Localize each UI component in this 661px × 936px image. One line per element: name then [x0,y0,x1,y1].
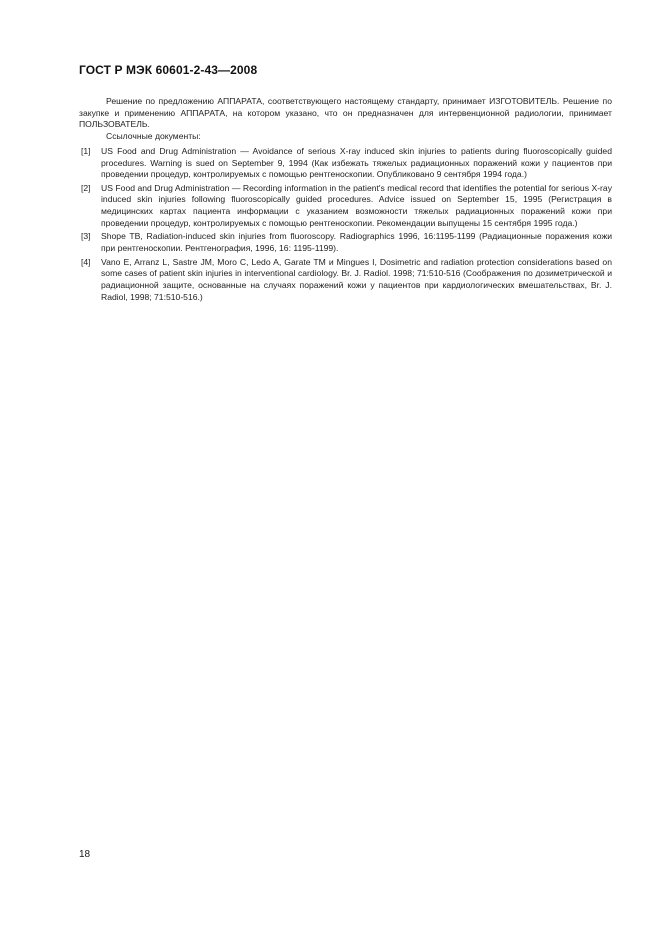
reference-text: US Food and Drug Administration — Avoidance of serious X-ray induced skin injuries to patients during fluoroscopically guided procedures. Warning is sued on September 9, 1994 (Как избежать тяжелых радиационных поражений кожи у пациентов при проведении процедур, контролируемых с помощью рентгеноскопии. Опубликовано 9 сентября 1994 года.) [101,145,612,180]
reference-item [79,257,612,304]
reference-number: [4] [81,256,91,267]
reference-item [79,146,612,181]
reference-item [79,231,612,254]
reference-item [79,183,612,230]
references-label: Ссылочные документы: [106,131,201,142]
reference-text: US Food and Drug Administration — Recording information in the patient's medical record that identifies the potential for serious X-ray induced skin injuries following fluoroscopically guided procedures. Advice issued on September 15, 1995 (Регистрация в медицинских картах пациента информации с указанием возможности тяжелых радиационных поражений кожи при проведении процедур, контролируемых с помощью рентгеноскопии. Рекомендации выпущены 15 сентября 1995 года.) [101,182,612,228]
reference-number: [1] [81,145,91,156]
reference-number: [2] [81,182,91,193]
document-body [79,96,612,305]
reference-text: Vano E, Arranz L, Sastre JM, Moro C, Ledo A, Garate TM и Mingues I, Dosimetric and radiation protection considerations based on some cases of patient skin injuries in interventional cardiology. Br. J. Radiol. 1998; 71:510-516 (Соображения по дозиметрической и радиационной защите, основанные на случаях поражений кожи у пациентов при кардиологических вмешательствах, Br. J. Radiol, 1998; 71:510-516.) [101,256,612,302]
reference-list [79,146,612,304]
reference-text: Shope TB, Radiation-induced skin injuries from fluoroscopy. Radiographics 1996, 16:1195-1199 (Радиационные поражения кожи при рентгеноскопии. Рентгенография, 1996, 16: 1195-1199). [101,231,612,254]
document-header: ГОСТ Р МЭК 60601-2-43—2008 [79,63,258,77]
page-number: 18 [79,849,91,860]
reference-number: [3] [81,231,91,242]
decision-paragraph: Решение по предложению АППАРАТА, соответствующего настоящему стандарту, принимает ИЗГОТОВИТЕЛЬ. Решение по закупке и применению АППАРАТА, на котором указано, что он предназначен для интервенционной радиологии, принимает ПОЛЬЗОВАТЕЛЬ. [79,96,612,130]
